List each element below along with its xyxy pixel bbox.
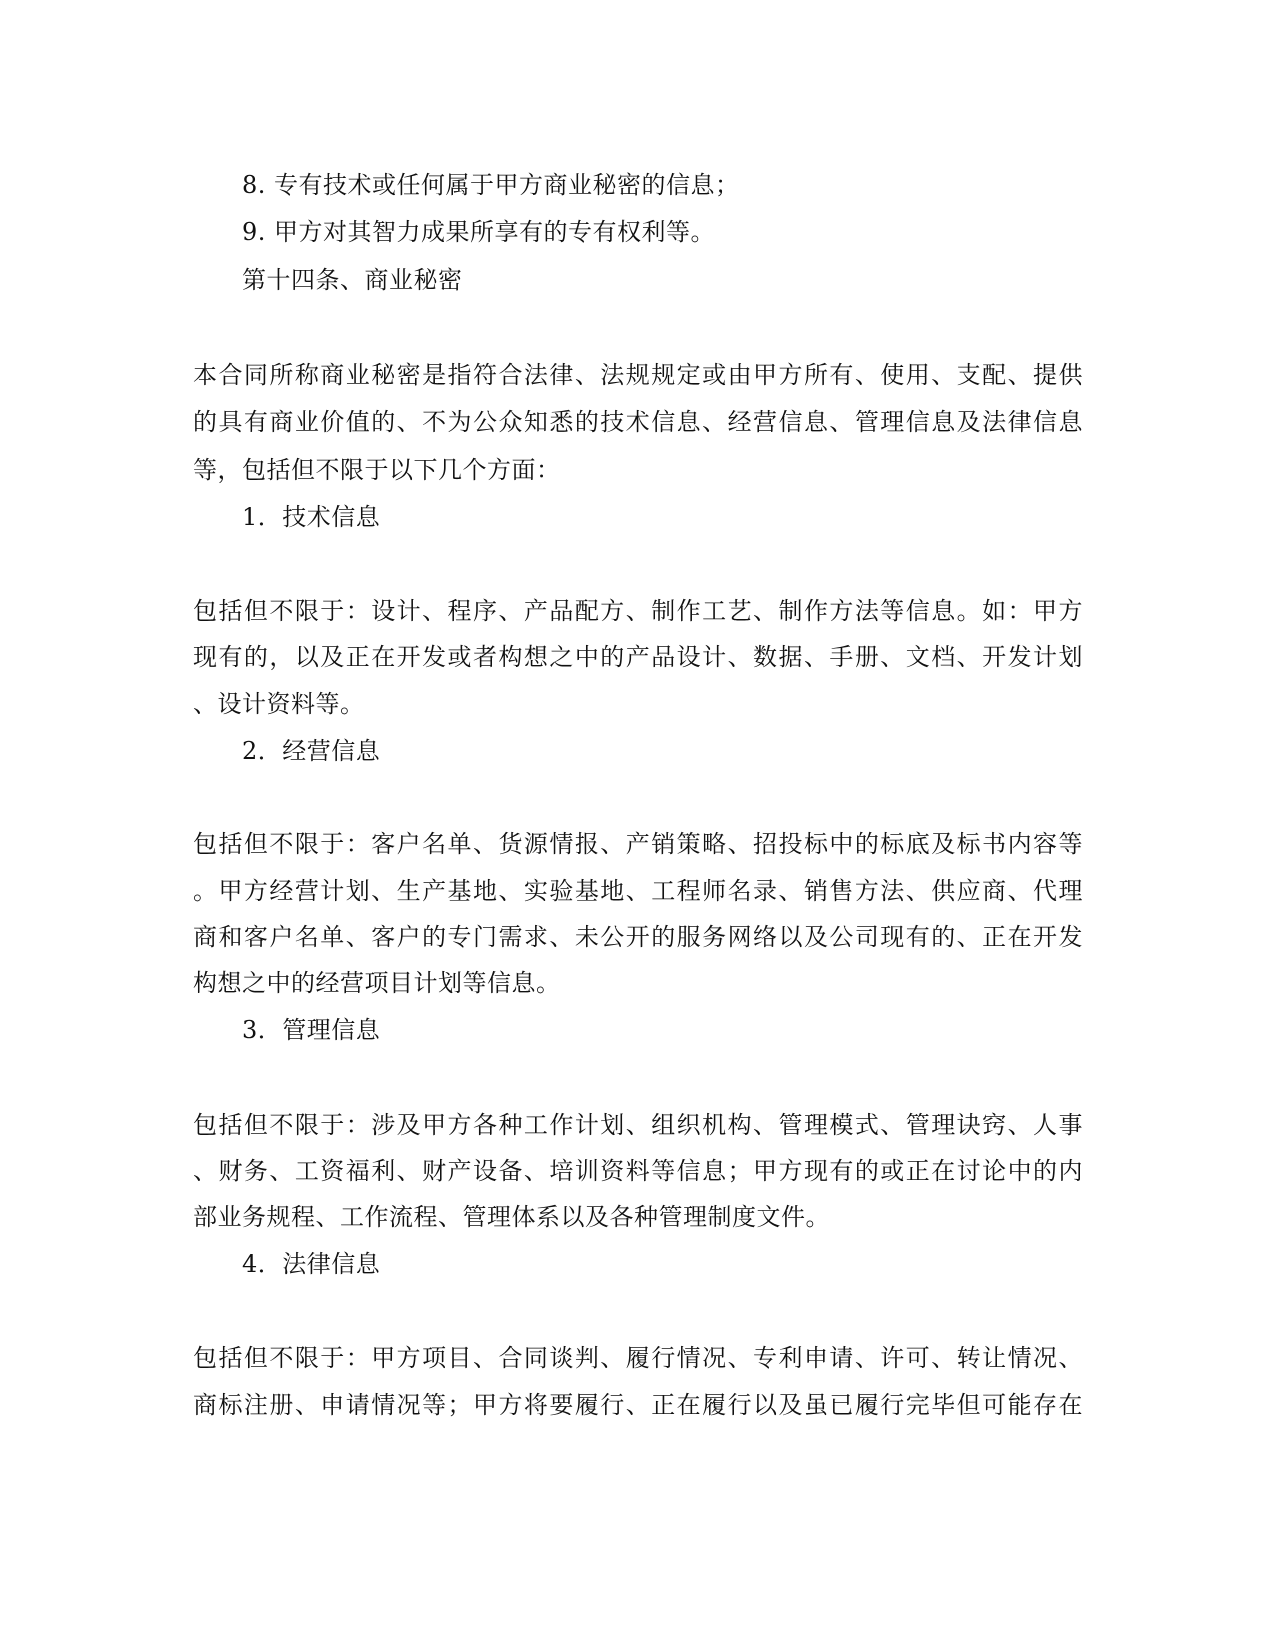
list-item-8: 8. 专有技术或任何属于甲方商业秘密的信息； xyxy=(242,171,740,199)
paragraph-line: 包括但不限于：客户名单、货源情报、产销策略、招投标中的标底及标书内容等 xyxy=(193,830,1083,858)
section-heading-legal-info: 4．法律信息 xyxy=(242,1250,381,1278)
paragraph-line: 包括但不限于：甲方项目、合同谈判、履行情况、专利申请、许可、转让情况、 xyxy=(193,1344,1083,1372)
paragraph-line: 构想之中的经营项目计划等信息。 xyxy=(193,969,561,997)
paragraph-line: 、财务、工资福利、财产设备、培训资料等信息；甲方现有的或正在讨论中的内 xyxy=(193,1157,1083,1185)
paragraph-line: 、设计资料等。 xyxy=(193,690,365,718)
paragraph-line: 等，包括但不限于以下几个方面： xyxy=(193,456,561,484)
paragraph-line: 现有的，以及正在开发或者构想之中的产品设计、数据、手册、文档、开发计划 xyxy=(193,643,1083,671)
paragraph-line: 部业务规程、工作流程、管理体系以及各种管理制度文件。 xyxy=(193,1203,830,1231)
paragraph-line: 。甲方经营计划、生产基地、实验基地、工程师名录、销售方法、供应商、代理 xyxy=(193,877,1083,905)
paragraph-line: 商标注册、申请情况等；甲方将要履行、正在履行以及虽已履行完毕但可能存在 xyxy=(193,1391,1083,1419)
section-heading-management-info: 3．管理信息 xyxy=(242,1016,381,1044)
paragraph-line: 包括但不限于：涉及甲方各种工作计划、组织机构、管理模式、管理诀窍、人事 xyxy=(193,1111,1083,1139)
paragraph-line: 本合同所称商业秘密是指符合法律、法规规定或由甲方所有、使用、支配、提供 xyxy=(193,361,1083,389)
list-item-9: 9. 甲方对其智力成果所享有的专有权利等。 xyxy=(242,218,716,246)
section-heading-technical-info: 1．技术信息 xyxy=(242,503,381,531)
paragraph-line: 的具有商业价值的、不为公众知悉的技术信息、经营信息、管理信息及法律信息 xyxy=(193,408,1083,436)
paragraph-line: 包括但不限于：设计、程序、产品配方、制作工艺、制作方法等信息。如：甲方 xyxy=(193,597,1083,625)
article-heading: 第十四条、商业秘密 xyxy=(242,266,463,294)
section-heading-business-info: 2．经营信息 xyxy=(242,737,381,765)
paragraph-line: 商和客户名单、客户的专门需求、未公开的服务网络以及公司现有的、正在开发 xyxy=(193,923,1083,951)
